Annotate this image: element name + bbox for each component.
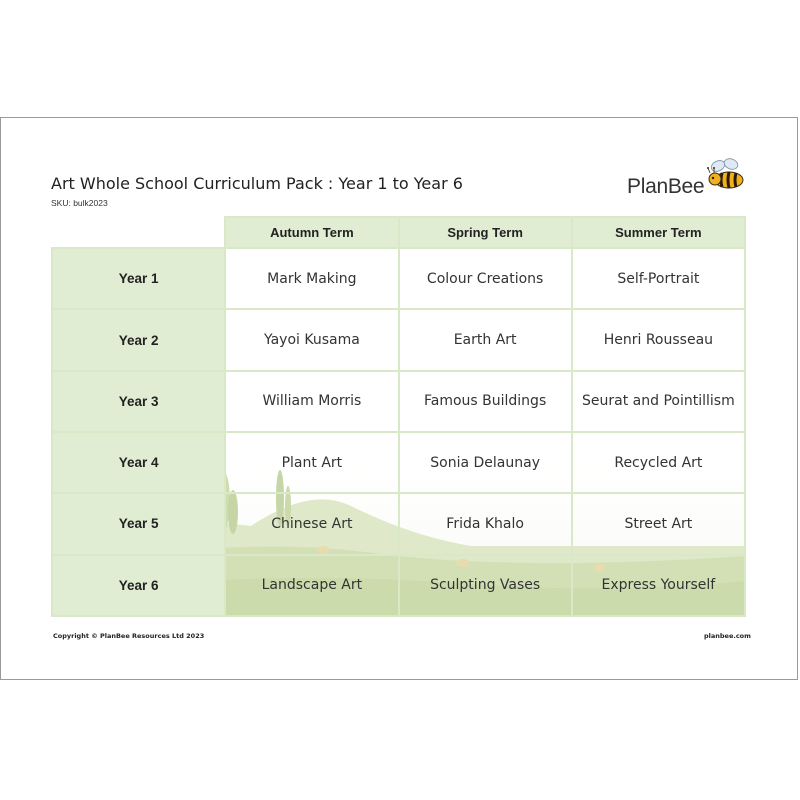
table-cell: Chinese Art <box>225 493 398 554</box>
table-row <box>52 309 745 370</box>
table-cell: Recycled Art <box>572 432 745 493</box>
copyright-notice: Copyright © PlanBee Resources Ltd 2023 <box>53 632 205 640</box>
table-cell: William Morris <box>225 371 398 432</box>
website-link[interactable]: planbee.com <box>704 632 751 640</box>
table-cell: Henri Rousseau <box>572 309 745 370</box>
planbee-logo <box>627 157 752 207</box>
logo-text: PlanBee <box>627 175 705 198</box>
column-header-spring: Spring Term <box>399 217 572 248</box>
curriculum-table <box>51 216 746 617</box>
row-header: Year 3 <box>52 371 225 432</box>
table-row <box>52 432 745 493</box>
row-header: Year 6 <box>52 555 225 616</box>
curriculum-grid <box>51 216 746 617</box>
row-header: Year 4 <box>52 432 225 493</box>
table-row <box>52 493 745 554</box>
table-cell: Express Yourself <box>572 555 745 616</box>
row-header: Year 2 <box>52 309 225 370</box>
table-cell: Sonia Delaunay <box>399 432 572 493</box>
table-cell: Frida Khalo <box>399 493 572 554</box>
table-header-row <box>52 217 745 248</box>
column-header-autumn: Autumn Term <box>225 217 398 248</box>
table-row <box>52 248 745 309</box>
table-cell: Earth Art <box>399 309 572 370</box>
table-cell: Landscape Art <box>225 555 398 616</box>
sku-label: SKU: bulk2023 <box>51 198 108 208</box>
curriculum-sheet <box>0 117 798 680</box>
table-cell: Street Art <box>572 493 745 554</box>
table-row <box>52 371 745 432</box>
corner-cell <box>52 217 225 248</box>
table-cell: Sculpting Vases <box>399 555 572 616</box>
document-title: Art Whole School Curriculum Pack : Year 1 to Year 6 <box>51 174 463 193</box>
table-cell: Colour Creations <box>399 248 572 309</box>
table-cell: Yayoi Kusama <box>225 309 398 370</box>
column-header-summer: Summer Term <box>572 217 745 248</box>
table-cell: Mark Making <box>225 248 398 309</box>
table-row <box>52 555 745 616</box>
bee-icon <box>705 157 751 193</box>
table-cell: Plant Art <box>225 432 398 493</box>
table-cell: Self-Portrait <box>572 248 745 309</box>
table-cell: Seurat and Pointillism <box>572 371 745 432</box>
table-cell: Famous Buildings <box>399 371 572 432</box>
row-header: Year 5 <box>52 493 225 554</box>
row-header: Year 1 <box>52 248 225 309</box>
